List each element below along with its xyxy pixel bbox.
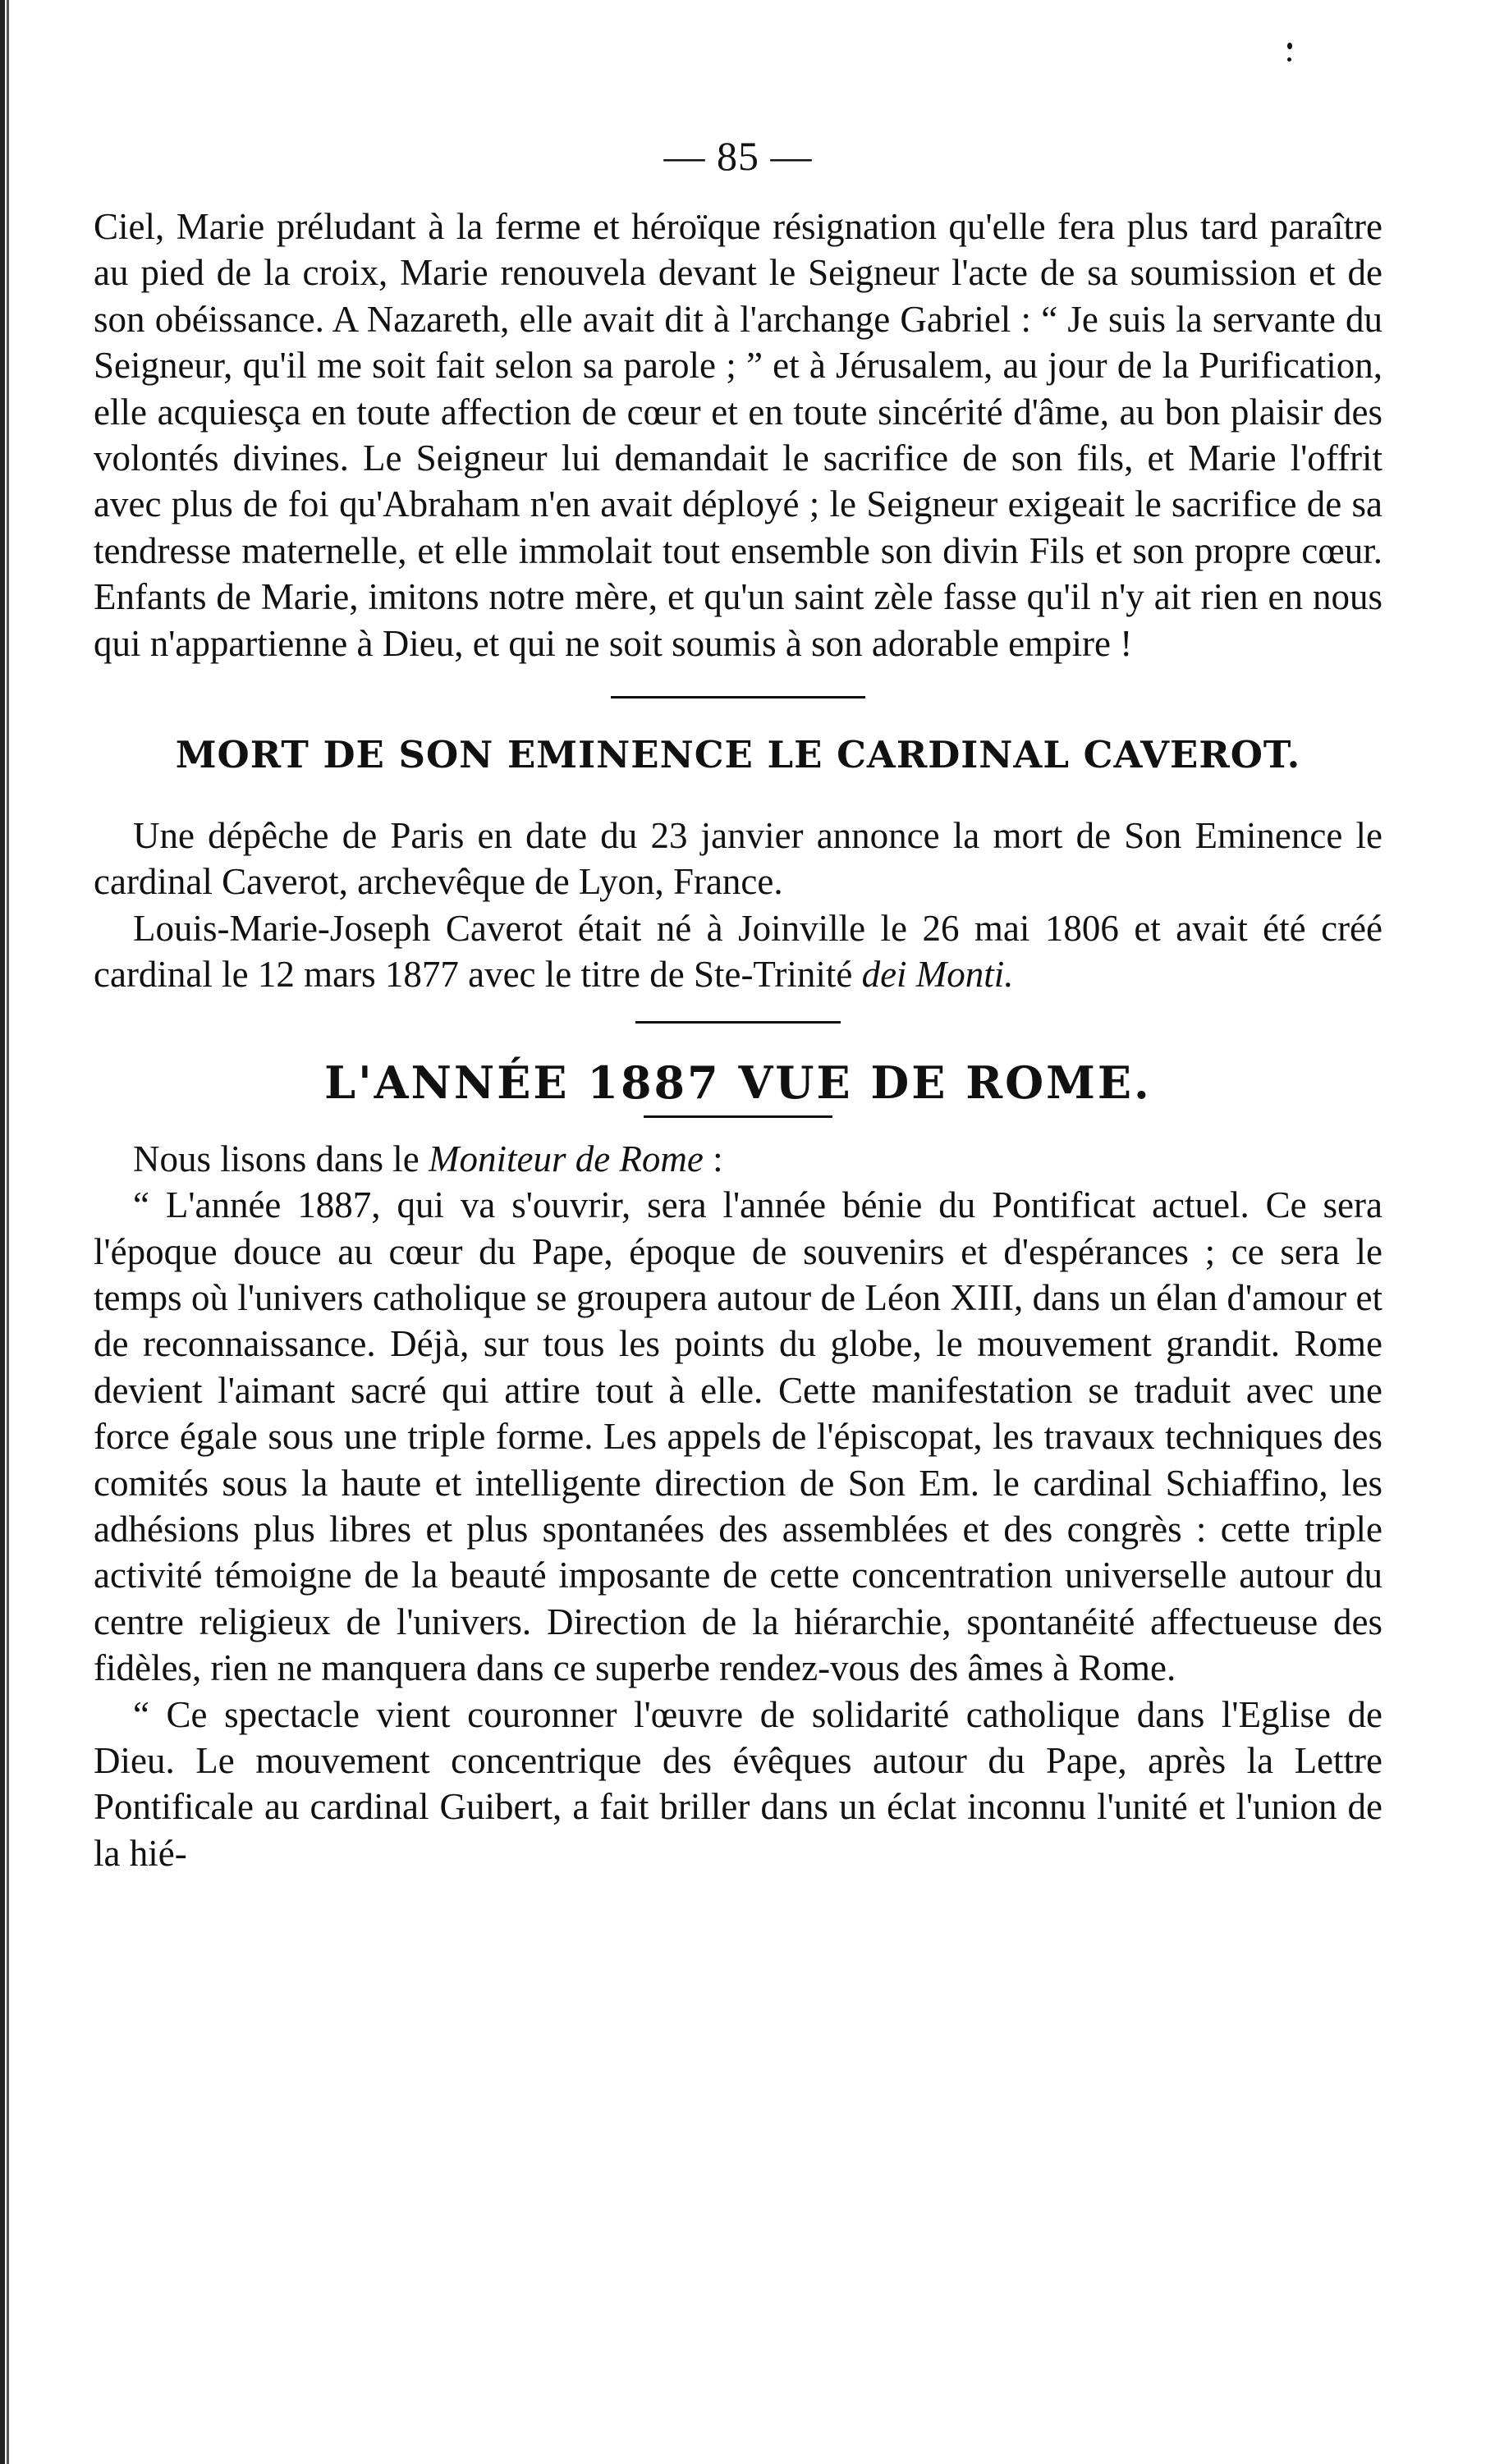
page-edge-rule (0, 0, 11, 2464)
ink-speck (1287, 43, 1292, 49)
document-page (94, 131, 1382, 1876)
paragraph-annee-benie: “ L'année 1887, qui va s'ouvrir, sera l'année bénie du Pontificat actuel. Ce sera l'époque douce au cœur du Pape, époque de souvenirs et d'espérances ; ce sera le temps où l'univers catholique se groupera autour de Léon XIII, dans un élan d'amour et de reconnaissance. Déjà, sur tous les points du globe, le mouvement grandit. Rome devient l'aimant sacré qui attire tout à elle. Cette manifestation se traduit avec une force égale sous une triple forme. Les appels de l'épiscopat, les travaux techniques des comités sous la haute et intelligente direction de Son Em. le cardinal Schiaffino, les adhésions plus libres et plus spontanées des assemblées et des congrès : cette triple activité témoigne de la beauté imposante de cette concentration universelle autour du centre religieux de l'univers. Direction de la hiérarchie, spontanéité affectueuse des fidèles, rien ne manquera dans ce superbe rendez-vous des âmes à Rome. (94, 1184, 1382, 1689)
caverot-italic: dei Monti. (861, 954, 1014, 996)
moniteur-text: Nous lisons dans le (133, 1138, 429, 1179)
paragraph-moniteur (94, 1136, 1382, 1182)
paragraph-marie: Ciel, Marie préludant à la ferme et héroïque résignation qu'elle fera plus tard paraître au pied de la croix, Marie renouvela devant le Seigneur l'acte de sa soumission et de son obéissance. A Nazareth, elle avait dit à l'archange Gabriel : “ Je suis la servante du Seigneur, qu'il me soit fait selon sa parole ; ” et à Jérusalem, au jour de la Purification, elle acquiesça en toute affection de cœur et en toute sincérité d'âme, au bon plaisir des volontés divines. Le Seigneur lui demandait le sacrifice de son fils, et Marie l'offrit avec plus de foi qu'Abraham n'en avait déployé ; le Seigneur exigeait le sacrifice de sa tendresse maternelle, et elle immolait tout ensemble son divin Fils et son propre cœur. Enfants de Marie, imitons notre mère, et qu'un saint zèle fasse qu'il n'y ait rien en nous qui n'appartienne à Dieu, et qui ne soit soumis à son adorable empire ! (94, 206, 1382, 664)
section-divider (635, 1021, 841, 1024)
paragraph-spectacle: “ Ce spectacle vient couronner l'œuvre de solidarité catholique dans l'Eglise de Dieu. Le mouvement concentrique des évêques autour du Pape, après la Lettre Pontificale au cardinal Guibert, a fait briller dans un éclat inconnu l'unité et l'union de la hié- (94, 1693, 1382, 1874)
moniteur-end: : (703, 1138, 723, 1179)
paragraph-caverot (94, 905, 1382, 998)
page-number: — 85 — (663, 133, 813, 179)
ink-speck (1287, 57, 1291, 62)
paragraph-depeche: Une dépêche de Paris en date du 23 janvier annonce la mort de Son Eminence le cardinal Caverot, archevêque de Lyon, France. (94, 815, 1382, 903)
caverot-text: Louis-Marie-Joseph Caverot était né à Joinville le 26 mai 1806 et avait été créé cardinal le 12 mars 1877 avec le titre de Ste-Trinité (94, 907, 1382, 996)
heading-annee-1887: L'ANNÉE 1887 VUE DE ROME. (324, 1056, 1152, 1109)
section-divider (611, 696, 865, 698)
moniteur-italic: Moniteur de Rome (429, 1138, 704, 1179)
heading-mort-cardinal: MORT DE SON EMINENCE LE CARDINAL CAVEROT. (175, 733, 1301, 777)
heading-underline (644, 1115, 832, 1118)
